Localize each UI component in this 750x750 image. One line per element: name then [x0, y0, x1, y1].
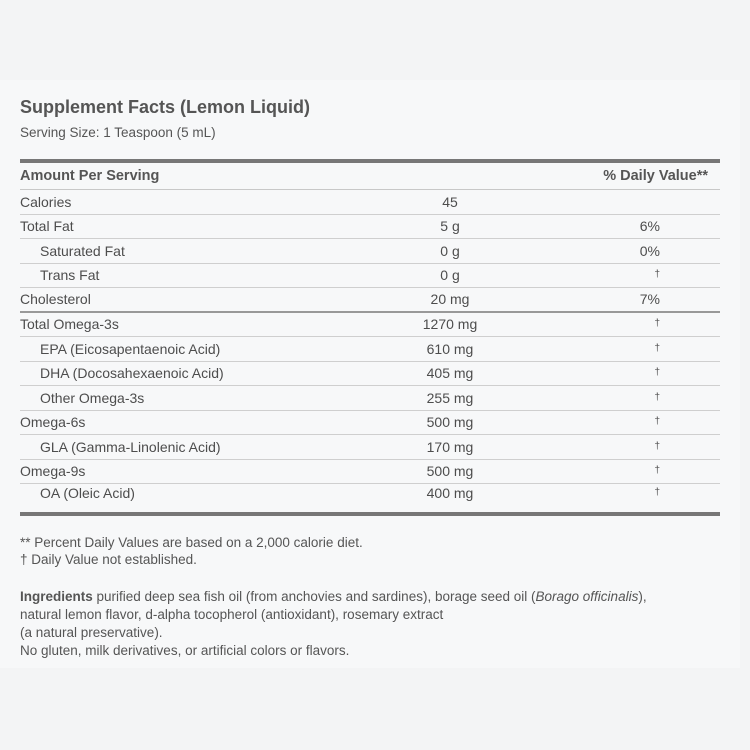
dv-footnote: ** Percent Daily Values are based on a 2,000 calorie diet. — [20, 535, 363, 550]
dagger-footnote: † Daily Value not established. — [20, 552, 197, 567]
nutrient-name: GLA (Gamma-Linolenic Acid) — [40, 438, 221, 455]
nutrient-amount: 170 mg — [426, 438, 474, 455]
nutrient-name: Calories — [20, 193, 72, 210]
nutrient-name: Total Omega-3s — [20, 316, 119, 333]
table-row — [20, 215, 720, 240]
nutrient-amount: 5 g — [440, 218, 460, 235]
table-header — [20, 163, 720, 190]
ingredients-line-3: (a natural preservative). — [20, 625, 163, 640]
supplement-facts — [20, 96, 720, 660]
dagger-mark: † — [654, 487, 660, 498]
free-from-note: No gluten, milk derivatives, or artificial colors or flavors. — [20, 643, 350, 658]
nutrient-amount: 610 mg — [426, 340, 474, 357]
nutrient-amount: 0 g — [440, 242, 460, 259]
dagger-mark: † — [654, 367, 660, 379]
table-row — [20, 264, 720, 289]
ingredients-text-1: purified deep sea fish oil (from anchovies and sardines), borage seed oil ( — [92, 589, 536, 604]
table-row — [20, 239, 720, 264]
nutrient-name: Other Omega-3s — [40, 389, 145, 406]
nutrient-name: Total Fat — [20, 218, 74, 235]
amount-header: Amount Per Serving — [20, 168, 160, 184]
nutrient-amount: 20 mg — [430, 291, 470, 308]
ingredients — [20, 588, 720, 660]
table-row — [20, 435, 720, 460]
nutrient-amount: 255 mg — [426, 389, 474, 406]
nutrient-dv: 7% — [639, 291, 660, 308]
facts-table — [20, 190, 720, 512]
nutrient-name: Trans Fat — [40, 267, 100, 284]
nutrient-name: EPA (Eicosapentaenoic Acid) — [40, 340, 221, 357]
table-row — [20, 411, 720, 436]
dagger-mark: † — [654, 318, 660, 330]
nutrient-name: Saturated Fat — [40, 242, 125, 259]
table-row — [20, 337, 720, 362]
dagger-mark: † — [654, 416, 660, 428]
nutrient-name: OA (Oleic Acid) — [40, 485, 135, 501]
ingredients-latin-name: Borago officinalis — [535, 589, 639, 604]
bottom-divider — [20, 512, 720, 516]
ingredients-label: Ingredients — [20, 589, 93, 604]
footnotes — [20, 534, 720, 568]
dagger-mark: † — [654, 269, 660, 281]
nutrient-amount: 0 g — [440, 267, 460, 284]
ingredients-text-2: ), — [638, 589, 647, 604]
table-row — [20, 386, 720, 411]
table-row — [20, 460, 720, 485]
nutrient-amount: 500 mg — [426, 414, 474, 431]
nutrient-amount: 1270 mg — [422, 316, 478, 333]
dagger-mark: † — [654, 391, 660, 403]
dagger-mark: † — [654, 342, 660, 354]
nutrient-dv: 0% — [639, 242, 660, 259]
table-row — [20, 313, 720, 338]
nutrient-name: Omega-9s — [20, 463, 86, 480]
table-row — [20, 362, 720, 387]
nutrient-amount: 500 mg — [426, 463, 474, 480]
table-row — [20, 288, 720, 313]
nutrient-name: Cholesterol — [20, 291, 91, 308]
serving-size: Serving Size: 1 Teaspoon (5 mL) — [20, 125, 216, 140]
dv-header: % Daily Value** — [603, 168, 708, 184]
nutrient-amount: 405 mg — [426, 365, 474, 382]
facts-title: Supplement Facts (Lemon Liquid) — [20, 97, 311, 117]
dagger-mark: † — [654, 465, 660, 477]
ingredients-line-2: natural lemon flavor, d-alpha tocopherol (antioxidant), rosemary extract — [20, 607, 444, 622]
nutrient-dv: 6% — [639, 218, 660, 235]
dagger-mark: † — [654, 440, 660, 452]
nutrient-amount: 400 mg — [426, 485, 474, 501]
nutrient-name: DHA (Docosahexaenoic Acid) — [40, 365, 224, 382]
table-row — [20, 190, 720, 215]
nutrient-amount: 45 — [442, 193, 458, 210]
nutrient-name: Omega-6s — [20, 414, 86, 431]
table-row — [20, 484, 720, 512]
